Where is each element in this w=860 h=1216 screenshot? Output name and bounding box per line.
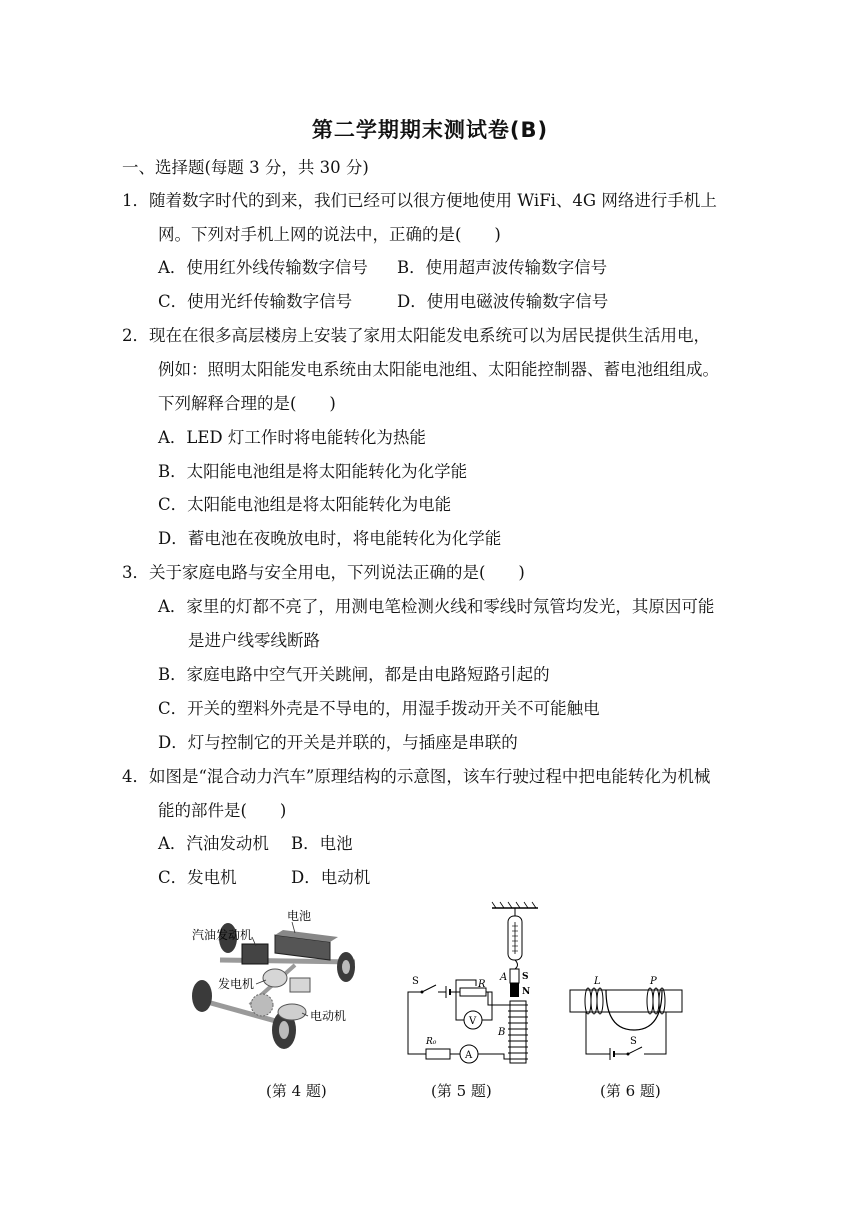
q3-option-a-line-2: 是进户线零线断路 bbox=[188, 631, 320, 650]
coil-core bbox=[510, 1001, 526, 1063]
q1-option-b: B．使用超声波传输数字信号 bbox=[397, 258, 608, 277]
switch-s bbox=[628, 1047, 642, 1054]
figure-5-caption: (第 5 题) bbox=[431, 1082, 492, 1100]
bar-magnet bbox=[510, 969, 519, 983]
fig6-label-l: L bbox=[594, 976, 601, 987]
fig5-label-mag-n: N bbox=[522, 987, 531, 997]
page-title: 第二学期期末测试卷(B) bbox=[311, 118, 549, 142]
fig5-label-b: B bbox=[498, 1027, 506, 1038]
fig5-label-ammeter: A bbox=[465, 1050, 473, 1061]
wheel-rear-left bbox=[192, 980, 212, 1012]
q1-option-c: C．使用光纤传输数字信号 bbox=[158, 292, 353, 311]
q4-option-d: D．电动机 bbox=[291, 868, 371, 887]
generator-unit bbox=[263, 969, 287, 987]
q3-stem-line-1: 3．关于家庭电路与安全用电，下列说法正确的是( ) bbox=[122, 563, 525, 582]
fig6-label-s: S bbox=[630, 1036, 637, 1047]
q2-option-b: B．太阳能电池组是将太阳能转化为化学能 bbox=[158, 462, 468, 481]
front-axle bbox=[220, 960, 355, 962]
fig4-label-generator: 发电机 bbox=[218, 977, 255, 991]
resistor-r0 bbox=[426, 1049, 450, 1059]
q1-option-d: D．使用电磁波传输数字信号 bbox=[397, 292, 609, 311]
q1-stem-line-2: 网。下列对手机上网的说法中，正确的是( ) bbox=[158, 225, 501, 244]
figure-6-caption: (第 6 题) bbox=[600, 1082, 661, 1100]
fig6-label-p: P bbox=[650, 976, 657, 987]
figure-6-coil-circuit bbox=[566, 970, 686, 1065]
fig5-label-r0: R₀ bbox=[426, 1037, 437, 1047]
fig5-label-v: V bbox=[469, 1016, 477, 1027]
fig5-label-r: R bbox=[478, 979, 486, 990]
q1-stem-line-1: 1．随着数字时代的到来，我们已经可以很方便地使用 WiFi、4G 网络进行手机上 bbox=[122, 191, 717, 210]
fig5-label-s: S bbox=[412, 976, 419, 987]
q3-option-c: C．开关的塑料外壳是不导电的，用湿手拨动开关不可能触电 bbox=[158, 699, 600, 718]
fig4-label-motor: 电动机 bbox=[310, 1009, 347, 1023]
fig4-label-engine: 汽油发动机 bbox=[192, 928, 253, 942]
figure-4-caption: (第 4 题) bbox=[266, 1082, 327, 1100]
q1-option-a: A．使用红外线传输数字信号 bbox=[158, 258, 368, 277]
q4-option-a: A．汽油发动机 bbox=[158, 834, 269, 853]
q4-stem-line-1: 4．如图是“混合动力汽车”原理结构的示意图，该车行驶过程中把电能转化为机械 bbox=[122, 767, 711, 786]
q4-option-b: B．电池 bbox=[291, 834, 353, 853]
q2-option-c: C．太阳能电池组是将太阳能转化为电能 bbox=[158, 495, 452, 514]
q2-option-a: A．LED 灯工作时将电能转化为热能 bbox=[158, 428, 426, 447]
section-heading: 一、选择题(每题 3 分，共 30 分) bbox=[122, 158, 369, 177]
q2-stem-line-3: 下列解释合理的是( ) bbox=[158, 394, 336, 413]
motor-unit bbox=[278, 1004, 306, 1020]
figure-4-hybrid-car-diagram bbox=[180, 900, 370, 1060]
figure-5-electromagnet-circuit bbox=[400, 898, 550, 1070]
gear-wheel bbox=[251, 994, 273, 1016]
q3-option-b: B．家庭电路中空气开关跳闸，都是由电路短路引起的 bbox=[158, 665, 550, 684]
engine-block bbox=[242, 944, 268, 964]
fig5-label-a: A bbox=[500, 972, 508, 983]
q4-stem-line-2: 能的部件是( ) bbox=[158, 801, 287, 820]
q3-option-a-line-1: A．家里的灯都不亮了，用测电笔检测火线和零线时氖管均发光，其原因可能 bbox=[158, 597, 715, 616]
fig5-label-mag-s: S bbox=[522, 972, 529, 982]
q3-option-d: D．灯与控制它的开关是并联的，与插座是串联的 bbox=[158, 733, 518, 752]
fig4-label-battery: 电池 bbox=[287, 909, 312, 923]
q2-option-d: D．蓄电池在夜晚放电时，将电能转化为化学能 bbox=[158, 529, 502, 548]
switch-s bbox=[422, 985, 436, 992]
q2-stem-line-1: 2．现在在很多高层楼房上安装了家用太阳能发电系统可以为居民提供生活用电， bbox=[122, 326, 710, 345]
q2-stem-line-2: 例如：照明太阳能发电系统由太阳能电池组、太阳能控制器、蓄电池组组成。 bbox=[158, 360, 719, 379]
q4-option-c: C．发电机 bbox=[158, 868, 237, 887]
